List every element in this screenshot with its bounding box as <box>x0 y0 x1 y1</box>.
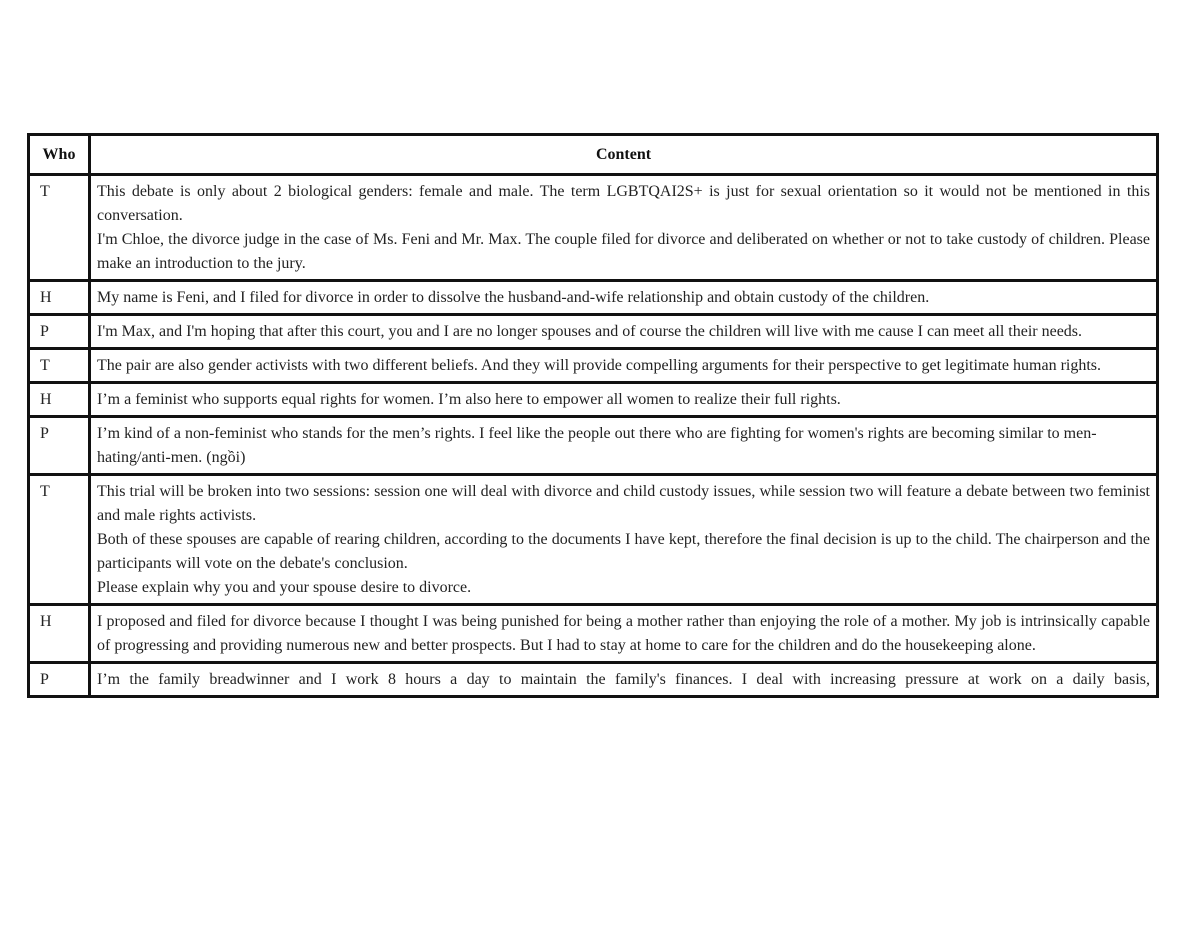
content-paragraph: I proposed and filed for divorce because I thought I was being punished for being a mother rather than enjoying the role of a mother. My job is intrinsically capable of progressing and providing numerous new and better prospects. But I had to stay at home to care for the children and do the housekeeping alone. <box>97 613 1150 654</box>
content-cell <box>90 605 1158 663</box>
content-paragraph: I'm Chloe, the divorce judge in the case of Ms. Feni and Mr. Max. The couple filed for divorce and deliberated on whether or not to take custody of children. Please make an introduction to the jury. <box>97 231 1150 272</box>
content-paragraph: My name is Feni, and I filed for divorce in order to dissolve the husband-and-wife relationship and obtain custody of the children. <box>97 289 930 306</box>
table-row <box>29 315 1158 349</box>
content-paragraph: Both of these spouses are capable of rearing children, according to the documents I have kept, therefore the final decision is up to the child. The chairperson and the participants will vote on the debate's conclusion. <box>97 531 1150 572</box>
header-who: Who <box>29 135 90 175</box>
header-content: Content <box>90 135 1158 175</box>
table-row <box>29 349 1158 383</box>
speaker-cell: P <box>29 417 90 475</box>
content-paragraph: I’m kind of a non-feminist who stands for the men’s rights. I feel like the people out there who are fighting for women's rights are becoming similar to men-hating/anti-men. (ngồi) <box>97 425 1097 466</box>
content-paragraph: I’m the family breadwinner and I work 8 hours a day to maintain the family's finances. I deal with increasing pressure at work on a daily basis, <box>97 671 1150 688</box>
speaker-cell: T <box>29 475 90 605</box>
table-header-row <box>29 135 1158 175</box>
content-cell <box>90 475 1158 605</box>
content-paragraph: This debate is only about 2 biological genders: female and male. The term LGBTQAI2S+ is just for sexual orientation so it would not be mentioned in this conversation. <box>97 183 1150 224</box>
speaker-cell: T <box>29 349 90 383</box>
table-row <box>29 605 1158 663</box>
content-cell <box>90 663 1158 697</box>
table-row <box>29 475 1158 605</box>
content-paragraph: Please explain why you and your spouse desire to divorce. <box>97 579 472 596</box>
content-paragraph: The pair are also gender activists with two different beliefs. And they will provide compelling arguments for their perspective to get legitimate human rights. <box>97 357 1102 374</box>
content-cell <box>90 281 1158 315</box>
table-row <box>29 663 1158 697</box>
table-row <box>29 175 1158 281</box>
speaker-cell: H <box>29 281 90 315</box>
content-cell <box>90 349 1158 383</box>
speaker-cell: T <box>29 175 90 281</box>
speaker-cell: P <box>29 315 90 349</box>
content-cell <box>90 383 1158 417</box>
speaker-cell: H <box>29 605 90 663</box>
table-row <box>29 281 1158 315</box>
content-paragraph: I’m a feminist who supports equal rights for women. I’m also here to empower all women to realize their full rights. <box>97 391 841 408</box>
content-cell <box>90 315 1158 349</box>
table-row <box>29 383 1158 417</box>
speaker-cell: P <box>29 663 90 697</box>
content-cell <box>90 175 1158 281</box>
speaker-cell: H <box>29 383 90 417</box>
content-paragraph: I'm Max, and I'm hoping that after this court, you and I are no longer spouses and of course the children will live with me cause I can meet all their needs. <box>97 323 1083 340</box>
dialogue-table <box>27 133 1159 698</box>
content-cell <box>90 417 1158 475</box>
table-row <box>29 417 1158 475</box>
content-paragraph: This trial will be broken into two sessions: session one will deal with divorce and child custody issues, while session two will feature a debate between two feminist and male rights activists. <box>97 483 1150 524</box>
